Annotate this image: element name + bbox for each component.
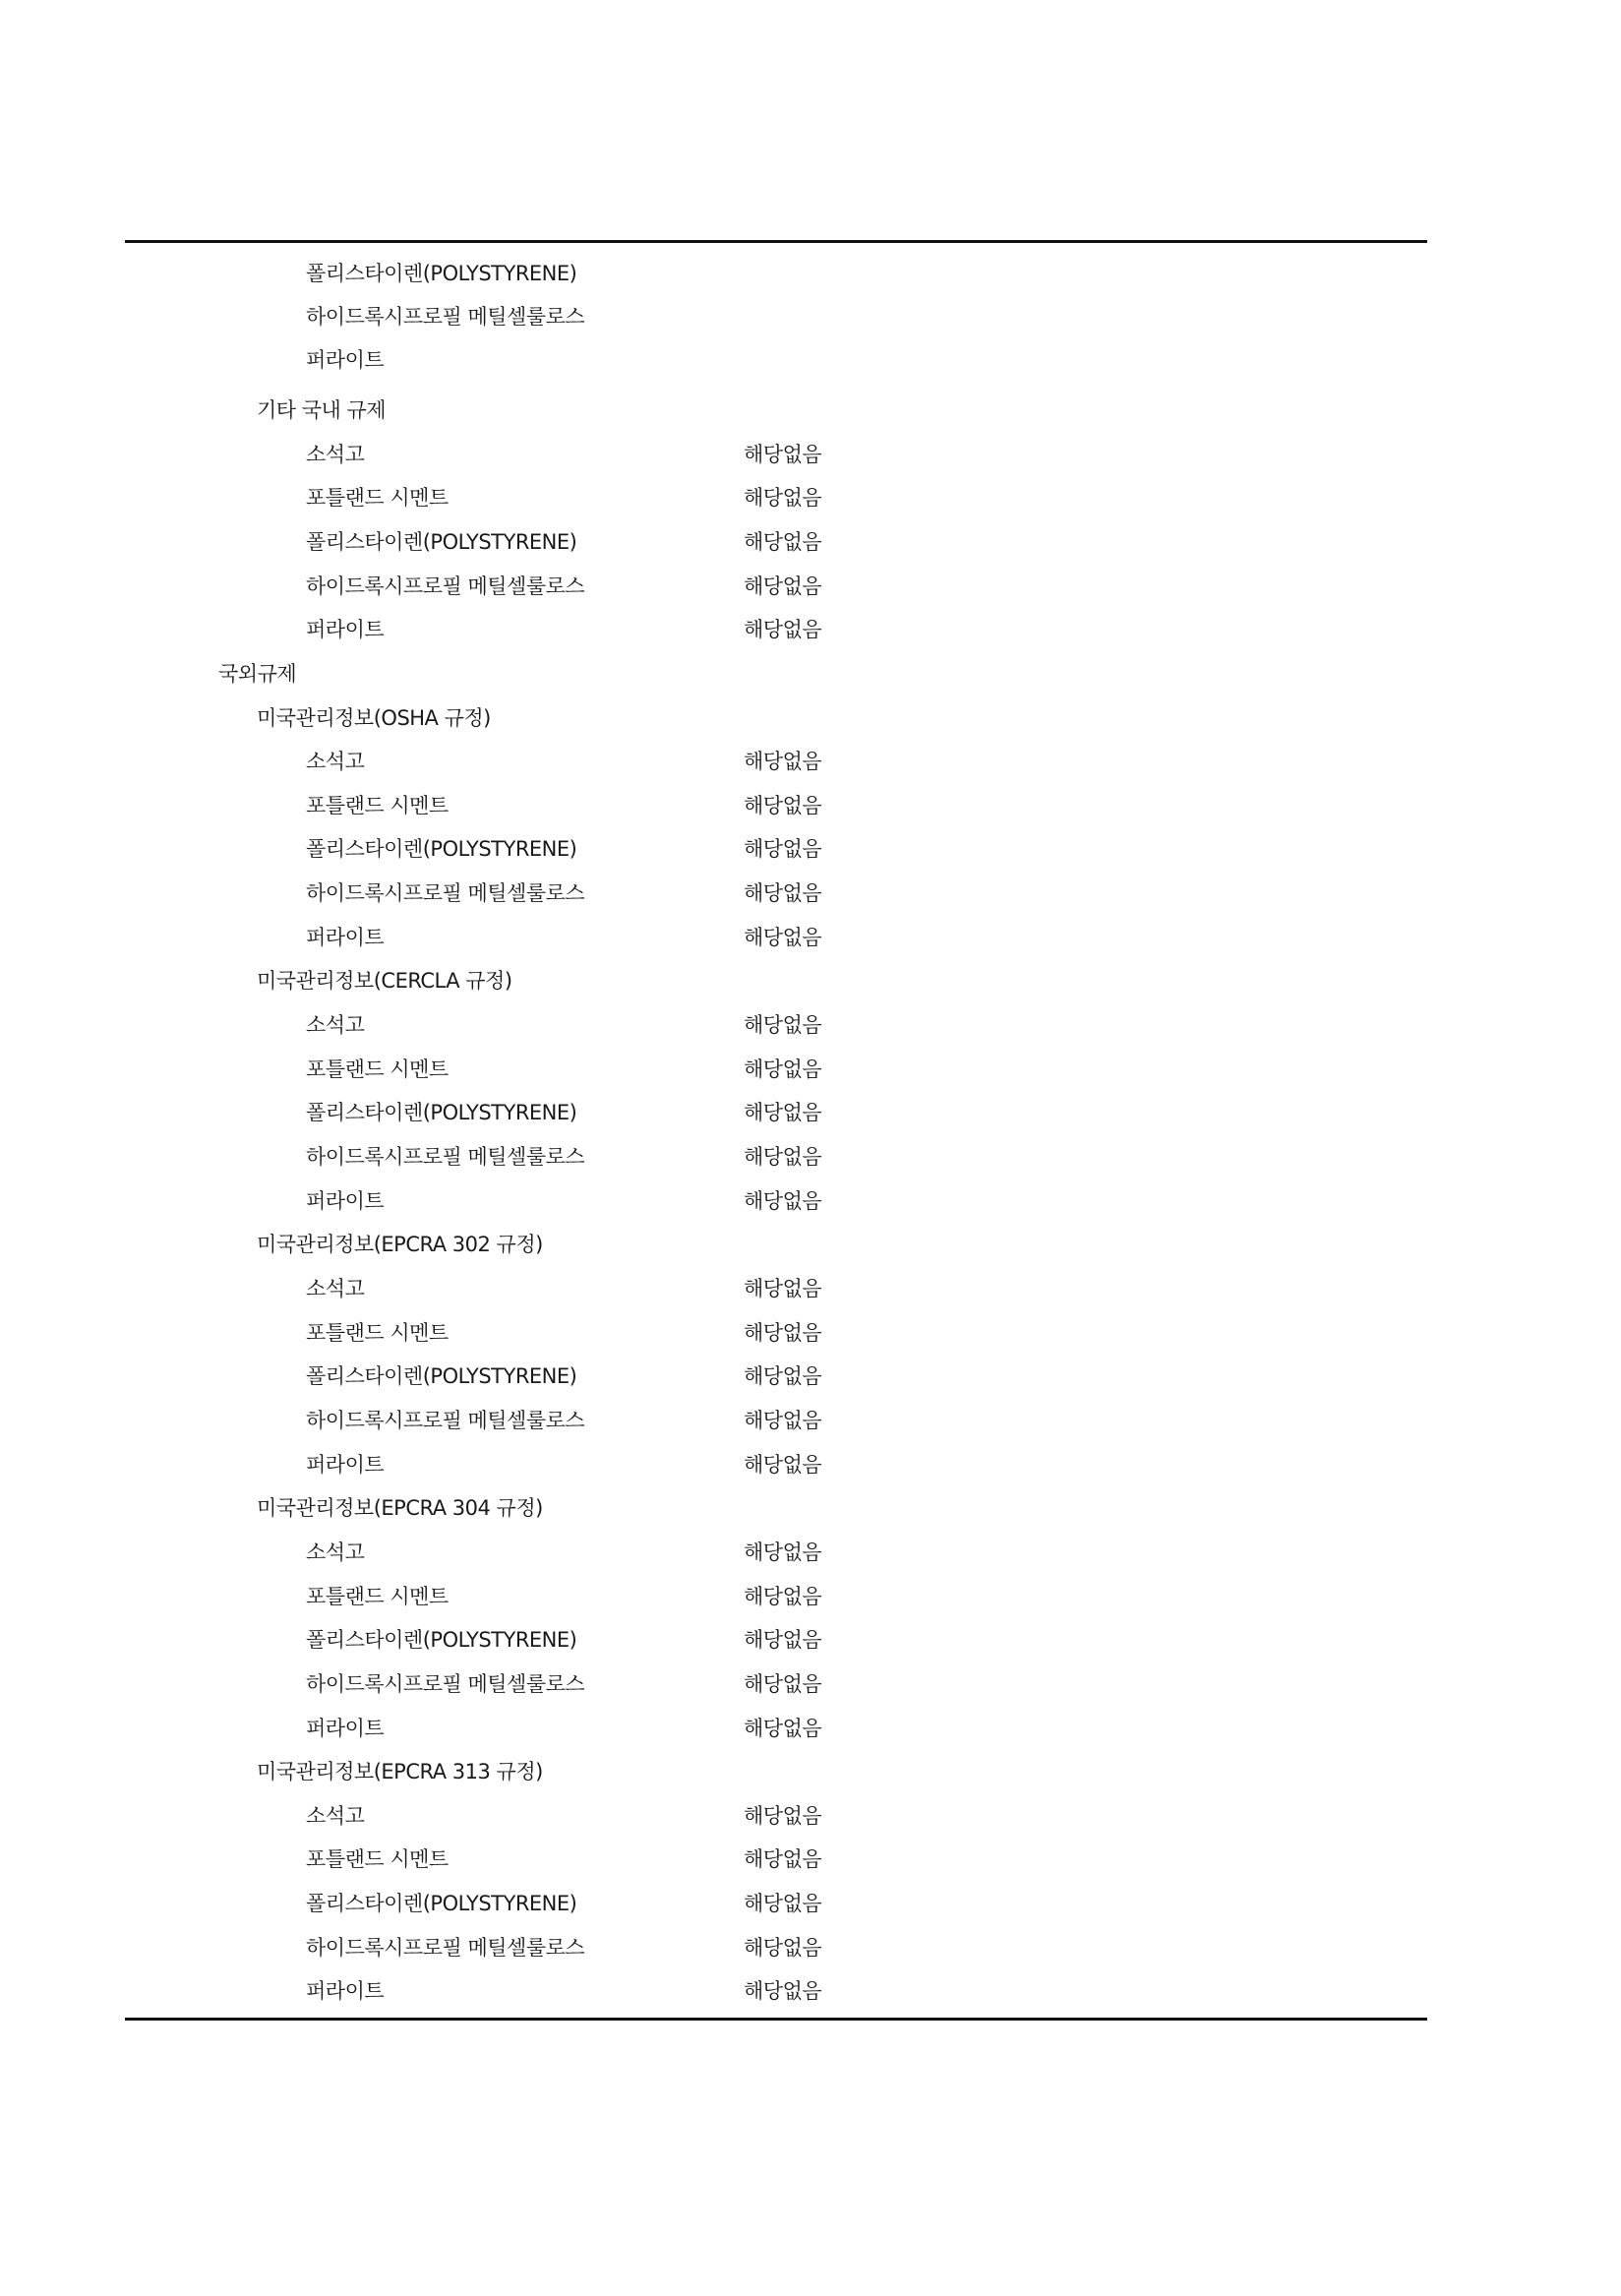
heading-label: 미국관리정보(EPCRA 302 규정) <box>257 1233 543 1256</box>
substance-row <box>0 438 1621 471</box>
substance-row <box>0 1536 1621 1569</box>
substance-name: 포틀랜드 시멘트 <box>306 486 449 510</box>
substance-row <box>0 1272 1621 1305</box>
regulation-status: 해당없음 <box>744 1672 822 1696</box>
substance-name: 하이드록시프로필 메틸셀룰로스 <box>306 574 585 598</box>
heading-label: 미국관리정보(OSHA 규정) <box>257 706 491 730</box>
heading-label: 미국관리정보(EPCRA 313 규정) <box>257 1760 543 1783</box>
substance-row <box>0 257 1621 290</box>
regulation-status: 해당없음 <box>744 1979 822 2003</box>
substance-row <box>0 1667 1621 1701</box>
substance-name: 하이드록시프로필 메틸셀룰로스 <box>306 881 585 905</box>
regulation-heading <box>0 701 1621 735</box>
regulation-status: 해당없음 <box>744 574 822 598</box>
regulation-status: 해당없음 <box>744 926 822 949</box>
substance-row <box>0 789 1621 822</box>
substance-name: 폴리스타이렌(POLYSTYRENE) <box>306 530 577 554</box>
substance-name: 폴리스타이렌(POLYSTYRENE) <box>306 262 577 285</box>
regulation-status: 해당없음 <box>744 1057 822 1081</box>
substance-name: 퍼라이트 <box>306 348 385 372</box>
substance-name: 퍼라이트 <box>306 618 385 641</box>
regulation-status: 해당없음 <box>744 1013 822 1037</box>
regulation-status: 해당없음 <box>744 1628 822 1652</box>
substance-row <box>0 1931 1621 1964</box>
substance-name: 포틀랜드 시멘트 <box>306 1321 449 1345</box>
substance-name: 퍼라이트 <box>306 926 385 949</box>
substance-row <box>0 745 1621 778</box>
substance-row <box>0 1843 1621 1876</box>
substance-name: 폴리스타이렌(POLYSTYRENE) <box>306 1364 577 1388</box>
regulation-status: 해당없음 <box>744 530 822 554</box>
substance-name: 퍼라이트 <box>306 1979 385 2003</box>
substance-name: 퍼라이트 <box>306 1453 385 1477</box>
regulation-heading <box>0 1755 1621 1788</box>
regulation-status: 해당없음 <box>744 443 822 466</box>
regulation-status: 해당없음 <box>744 1277 822 1300</box>
substance-name: 소석고 <box>306 1013 365 1037</box>
substance-row <box>0 1580 1621 1613</box>
substance-name: 하이드록시프로필 메틸셀룰로스 <box>306 1936 585 1960</box>
substance-name: 하이드록시프로필 메틸셀룰로스 <box>306 1145 585 1169</box>
regulation-status: 해당없음 <box>744 486 822 510</box>
regulation-heading <box>0 964 1621 997</box>
substance-row <box>0 921 1621 954</box>
substance-name: 하이드록시프로필 메틸셀룰로스 <box>306 1409 585 1432</box>
substance-name: 퍼라이트 <box>306 1717 385 1740</box>
substance-name: 소석고 <box>306 443 365 466</box>
regulation-status: 해당없음 <box>744 837 822 861</box>
substance-row <box>0 1096 1621 1129</box>
heading-label: 미국관리정보(CERCLA 규정) <box>257 969 512 993</box>
substance-row <box>0 1712 1621 1745</box>
bottom-rule <box>125 2018 1427 2021</box>
regulation-status: 해당없음 <box>744 1145 822 1169</box>
substance-row <box>0 343 1621 377</box>
regulation-status: 해당없음 <box>744 1585 822 1608</box>
substance-name: 포틀랜드 시멘트 <box>306 1585 449 1608</box>
substance-row <box>0 1974 1621 2008</box>
regulation-heading <box>0 393 1621 427</box>
substance-row <box>0 1448 1621 1481</box>
heading-label: 미국관리정보(EPCRA 304 규정) <box>257 1496 543 1520</box>
substance-row <box>0 1184 1621 1218</box>
regulation-status: 해당없음 <box>744 1101 822 1124</box>
substance-name: 폴리스타이렌(POLYSTYRENE) <box>306 1101 577 1124</box>
regulation-status: 해당없음 <box>744 794 822 817</box>
substance-name: 퍼라이트 <box>306 1189 385 1213</box>
substance-name: 포틀랜드 시멘트 <box>306 1847 449 1871</box>
substance-row <box>0 300 1621 333</box>
substance-row <box>0 1008 1621 1042</box>
substance-row <box>0 1404 1621 1437</box>
substance-row <box>0 1799 1621 1833</box>
substance-row <box>0 1316 1621 1350</box>
substance-name: 폴리스타이렌(POLYSTYRENE) <box>306 837 577 861</box>
regulation-status: 해당없음 <box>744 1409 822 1432</box>
substance-row <box>0 1053 1621 1086</box>
substance-row <box>0 481 1621 514</box>
substance-name: 하이드록시프로필 메틸셀룰로스 <box>306 305 585 329</box>
heading-label: 기타 국내 규제 <box>257 398 387 422</box>
regulation-status: 해당없음 <box>744 1541 822 1564</box>
substance-row <box>0 832 1621 866</box>
regulation-heading <box>0 1491 1621 1525</box>
substance-name: 소석고 <box>306 750 365 773</box>
substance-row <box>0 1623 1621 1657</box>
regulation-status: 해당없음 <box>744 750 822 773</box>
substance-name: 소석고 <box>306 1541 365 1564</box>
substance-name: 소석고 <box>306 1804 365 1828</box>
heading-label: 국외규제 <box>218 662 297 686</box>
substance-name: 폴리스타이렌(POLYSTYRENE) <box>306 1892 577 1915</box>
regulation-status: 해당없음 <box>744 1847 822 1871</box>
substance-row <box>0 1359 1621 1393</box>
regulation-status: 해당없음 <box>744 1936 822 1960</box>
section-heading <box>0 657 1621 691</box>
substance-row <box>0 1887 1621 1920</box>
substance-name: 포틀랜드 시멘트 <box>306 794 449 817</box>
substance-row <box>0 613 1621 646</box>
substance-name: 소석고 <box>306 1277 365 1300</box>
regulation-status: 해당없음 <box>744 1892 822 1915</box>
regulation-heading <box>0 1228 1621 1261</box>
regulation-status: 해당없음 <box>744 1189 822 1213</box>
substance-row <box>0 876 1621 910</box>
regulation-status: 해당없음 <box>744 1364 822 1388</box>
substance-row <box>0 525 1621 559</box>
regulation-status: 해당없음 <box>744 1321 822 1345</box>
regulation-status: 해당없음 <box>744 1804 822 1828</box>
substance-name: 폴리스타이렌(POLYSTYRENE) <box>306 1628 577 1652</box>
substance-name: 포틀랜드 시멘트 <box>306 1057 449 1081</box>
regulation-status: 해당없음 <box>744 618 822 641</box>
substance-row <box>0 570 1621 603</box>
regulation-status: 해당없음 <box>744 1717 822 1740</box>
regulation-status: 해당없음 <box>744 881 822 905</box>
substance-row <box>0 1140 1621 1174</box>
regulation-status: 해당없음 <box>744 1453 822 1477</box>
substance-name: 하이드록시프로필 메틸셀룰로스 <box>306 1672 585 1696</box>
